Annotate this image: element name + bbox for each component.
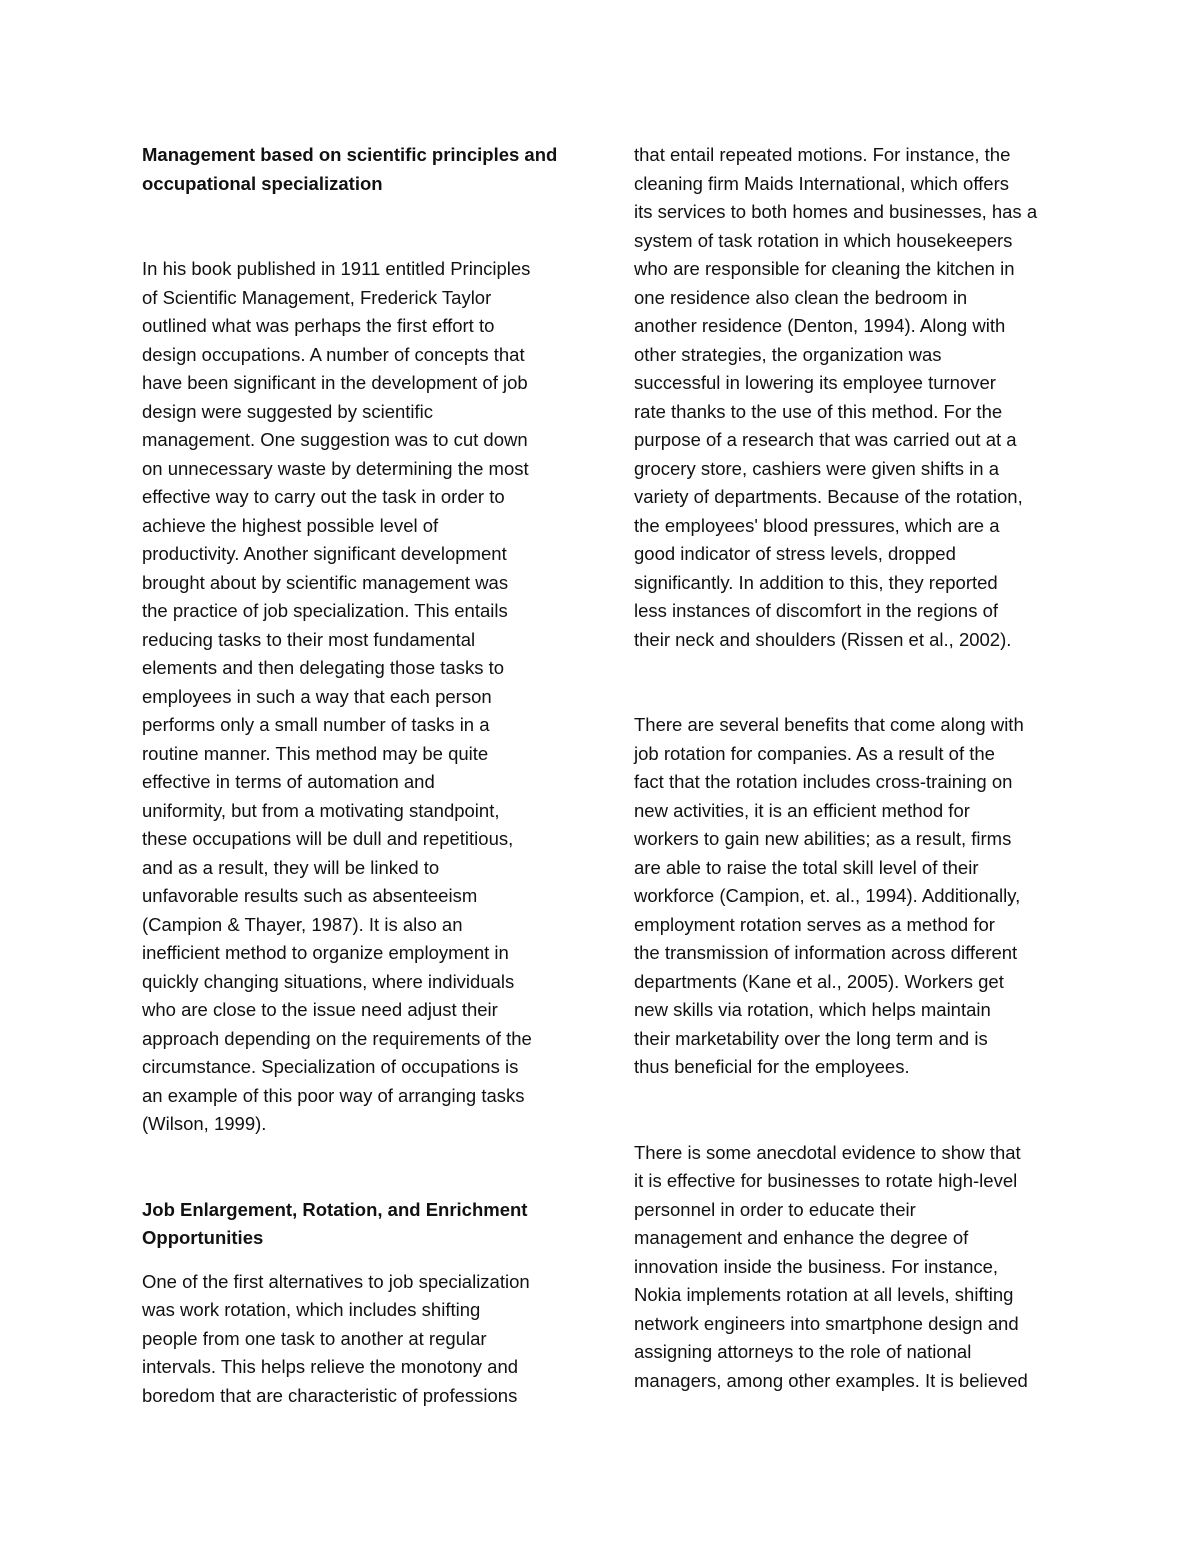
text-line: reducing tasks to their most fundamental <box>142 628 476 650</box>
text-line: one residence also clean the bedroom in <box>634 286 968 308</box>
text-line: who are close to the issue need adjust their <box>142 999 498 1020</box>
spacer <box>634 654 1062 711</box>
text-line: quickly changing situations, where individuals <box>142 970 515 992</box>
text-line: and as a result, they will be linked to <box>142 856 440 878</box>
heading-line: Opportunities <box>142 1227 264 1248</box>
section-heading-job-enlargement <box>142 1196 570 1253</box>
text-line: that entail repeated motions. For instance, the <box>634 144 1011 165</box>
right-column <box>634 141 1062 1395</box>
text-line: employment rotation serves as a method for <box>634 913 995 935</box>
paragraph-job-rotation-intro <box>142 1268 570 1411</box>
text-line: employees in such a way that each person <box>142 685 492 707</box>
text-line: performs only a small number of tasks in a <box>142 714 490 735</box>
text-line: an example of this poor way of arranging tasks <box>142 1084 525 1106</box>
section-heading-scientific-management <box>142 141 570 198</box>
text-line: good indicator of stress levels, dropped <box>634 543 956 564</box>
heading-line: Management based on scientific principles and <box>142 144 558 165</box>
text-line: departments (Kane et al., 2005). Workers get <box>634 970 1004 992</box>
text-line: successful in lowering its employee turnover <box>634 372 996 393</box>
text-line: elements and then delegating those tasks to <box>142 657 505 678</box>
text-line: rate thanks to the use of this method. For the <box>634 400 1003 422</box>
text-line: less instances of discomfort in the regions of <box>634 600 999 621</box>
heading-line: occupational specialization <box>142 172 383 194</box>
text-line: these occupations will be dull and repetitious, <box>142 828 514 849</box>
text-line: thus beneficial for the employees. <box>634 1056 910 1077</box>
text-line: brought about by scientific management was <box>142 571 509 593</box>
text-line: system of task rotation in which housekeepers <box>634 229 1013 251</box>
text-line: productivity. Another significant development <box>142 543 507 564</box>
text-line: workers to gain new abilities; as a result, firms <box>634 828 1012 849</box>
text-line: people from one task to another at regular <box>142 1327 487 1349</box>
text-line: There are several benefits that come along with <box>634 714 1024 735</box>
text-line: assigning attorneys to the role of national <box>634 1341 972 1362</box>
text-line: effective way to carry out the task in order to <box>142 486 505 507</box>
text-line: purpose of a research that was carried out at a <box>634 429 1017 450</box>
text-line: new activities, it is an efficient method for <box>634 799 970 821</box>
paragraph-rotation-benefits <box>634 711 1062 1082</box>
paragraph-scientific-management <box>142 255 570 1139</box>
text-line: the practice of job specialization. This entails <box>142 600 508 621</box>
spacer <box>142 1253 570 1268</box>
text-line: who are responsible for cleaning the kitchen in <box>634 258 1015 279</box>
text-line: intervals. This helps relieve the monotony and <box>142 1356 519 1377</box>
text-line: outlined what was perhaps the first effort to <box>142 315 495 336</box>
text-line: inefficient method to organize employment in <box>142 942 509 963</box>
text-line: their marketability over the long term and is <box>634 1027 988 1049</box>
text-line: uniformity, but from a motivating standpoint, <box>142 799 500 821</box>
text-line: (Campion & Thayer, 1987). It is also an <box>142 913 463 935</box>
text-line: network engineers into smartphone design and <box>634 1312 1019 1334</box>
text-line: the transmission of information across different <box>634 942 1018 963</box>
text-line: other strategies, the organization was <box>634 343 942 365</box>
text-line: have been significant in the development of job <box>142 372 528 393</box>
text-line: fact that the rotation includes cross-training on <box>634 771 1013 792</box>
paragraph-rotation-examples <box>634 141 1062 654</box>
left-column <box>142 141 570 1410</box>
text-line: significantly. In addition to this, they reported <box>634 571 998 593</box>
text-line: (Wilson, 1999). <box>142 1113 267 1134</box>
text-line: of Scientific Management, Frederick Taylor <box>142 286 492 308</box>
text-line: approach depending on the requirements of the <box>142 1027 532 1049</box>
text-line: There is some anecdotal evidence to show that <box>634 1141 1021 1163</box>
text-line: innovation inside the business. For instance, <box>634 1255 999 1277</box>
paragraph-high-level-rotation <box>634 1139 1062 1396</box>
text-line: variety of departments. Because of the rotation, <box>634 486 1023 507</box>
text-line: it is effective for businesses to rotate high-level <box>634 1170 1018 1191</box>
text-line: workforce (Campion, et. al., 1994). Additionally, <box>634 885 1021 906</box>
text-line: cleaning firm Maids International, which offers <box>634 172 1009 194</box>
text-line: are able to raise the total skill level of their <box>634 856 979 878</box>
heading-line: Job Enlargement, Rotation, and Enrichment <box>142 1198 528 1220</box>
text-line: management. One suggestion was to cut down <box>142 429 528 450</box>
text-line: One of the first alternatives to job specialization <box>142 1270 530 1292</box>
text-line: achieve the highest possible level of <box>142 514 439 536</box>
text-line: the employees' blood pressures, which are a <box>634 514 1000 536</box>
spacer <box>634 1082 1062 1139</box>
text-line: routine manner. This method may be quite <box>142 742 489 764</box>
text-line: their neck and shoulders (Rissen et al., 2002). <box>634 628 1012 650</box>
text-line: circumstance. Specialization of occupations is <box>142 1056 519 1077</box>
spacer <box>142 1139 570 1196</box>
text-line: grocery store, cashiers were given shifts in a <box>634 457 1000 479</box>
text-line: managers, among other examples. It is believed <box>634 1369 1028 1391</box>
spacer <box>142 198 570 255</box>
text-line: its services to both homes and businesses, has a <box>634 201 1038 222</box>
text-line: another residence (Denton, 1994). Along with <box>634 315 1006 336</box>
text-line: unfavorable results such as absenteeism <box>142 885 478 906</box>
text-line: Nokia implements rotation at all levels, shifting <box>634 1284 1014 1305</box>
text-line: was work rotation, which includes shifting <box>142 1299 481 1320</box>
text-line: effective in terms of automation and <box>142 771 435 792</box>
text-line: In his book published in 1911 entitled Principles <box>142 258 531 279</box>
text-line: personnel in order to educate their <box>634 1198 916 1220</box>
text-line: design were suggested by scientific <box>142 400 434 422</box>
text-line: job rotation for companies. As a result of the <box>634 742 995 764</box>
text-line: new skills via rotation, which helps maintain <box>634 999 991 1020</box>
text-line: on unnecessary waste by determining the most <box>142 457 529 479</box>
text-line: management and enhance the degree of <box>634 1227 969 1248</box>
text-line: boredom that are characteristic of professions <box>142 1384 518 1406</box>
text-line: design occupations. A number of concepts that <box>142 343 525 365</box>
